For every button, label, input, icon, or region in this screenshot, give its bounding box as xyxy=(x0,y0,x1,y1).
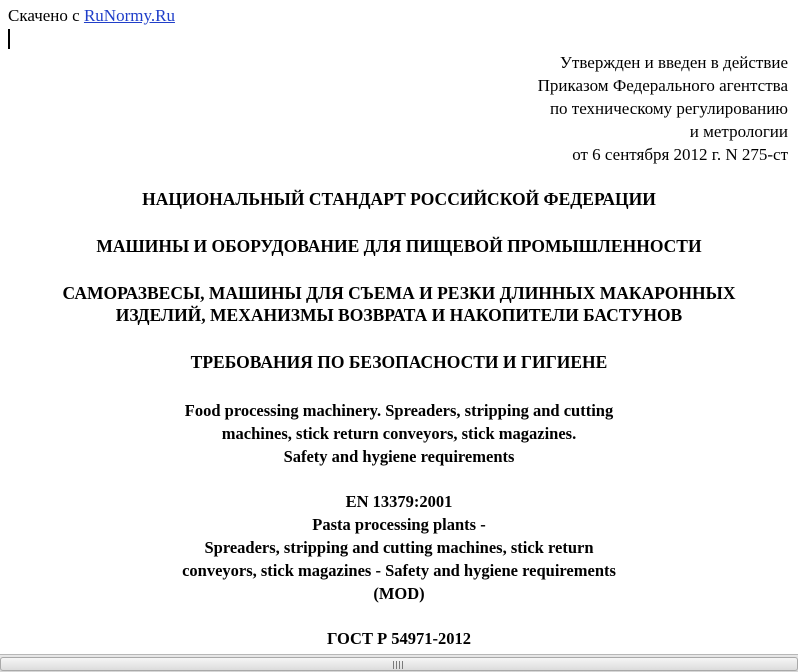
approval-block xyxy=(538,51,788,166)
en-standard-line: (MOD) xyxy=(373,584,425,603)
en-standard-line: EN 13379:2001 xyxy=(345,492,453,511)
english-title-line: Food processing machinery. Spreaders, stripping and cutting xyxy=(184,401,614,420)
en-standard xyxy=(0,490,798,605)
approval-line: по техническому регулированию xyxy=(549,99,788,118)
source-link[interactable]: RuNormy.Ru xyxy=(83,6,175,25)
title-line: ИЗДЕЛИЙ, МЕХАНИЗМЫ ВОЗВРАТА И НАКОПИТЕЛИ БАСТУНОВ xyxy=(115,305,683,325)
approval-line: от 6 сентября 2012 г. N 275-ст xyxy=(572,145,788,164)
source-line xyxy=(8,6,175,26)
horizontal-scrollbar[interactable] xyxy=(0,654,798,672)
national-standard-heading: НАЦИОНАЛЬНЫЙ СТАНДАРТ РОССИЙСКОЙ ФЕДЕРАЦИИ xyxy=(142,189,656,209)
approval-line: Утвержден и введен в действие xyxy=(559,53,788,72)
approval-line: Приказом Федерального агентства xyxy=(537,76,788,95)
gost-number: ГОСТ Р 54971-2012 xyxy=(326,629,472,648)
en-standard-line: Spreaders, stripping and cutting machines, stick return xyxy=(204,538,594,557)
approval-line: и метрологии xyxy=(689,122,788,141)
requirements-heading: ТРЕБОВАНИЯ ПО БЕЗОПАСНОСТИ И ГИГИЕНЕ xyxy=(190,352,608,372)
title-line: САМОРАЗВЕСЫ, МАШИНЫ ДЛЯ СЪЕМА И РЕЗКИ ДЛИННЫХ МАКАРОННЫХ xyxy=(62,283,736,303)
category-heading: МАШИНЫ И ОБОРУДОВАНИЕ ДЛЯ ПИЩЕВОЙ ПРОМЫШЛЕННОСТИ xyxy=(96,236,702,256)
text-cursor xyxy=(8,29,10,49)
scrollbar-thumb[interactable] xyxy=(0,657,798,671)
en-standard-line: Pasta processing plants - xyxy=(312,515,486,534)
english-title-line: Safety and hygiene requirements xyxy=(283,447,515,466)
english-title-line: machines, stick return conveyors, stick magazines. xyxy=(221,424,577,443)
document-body xyxy=(0,188,798,672)
title-heading xyxy=(0,282,798,326)
scrollbar-grip-icon xyxy=(393,661,405,669)
en-standard-line: conveyors, stick magazines - Safety and hygiene requirements xyxy=(182,561,616,580)
source-prefix: Скачено с xyxy=(8,6,84,25)
english-title xyxy=(0,399,798,468)
